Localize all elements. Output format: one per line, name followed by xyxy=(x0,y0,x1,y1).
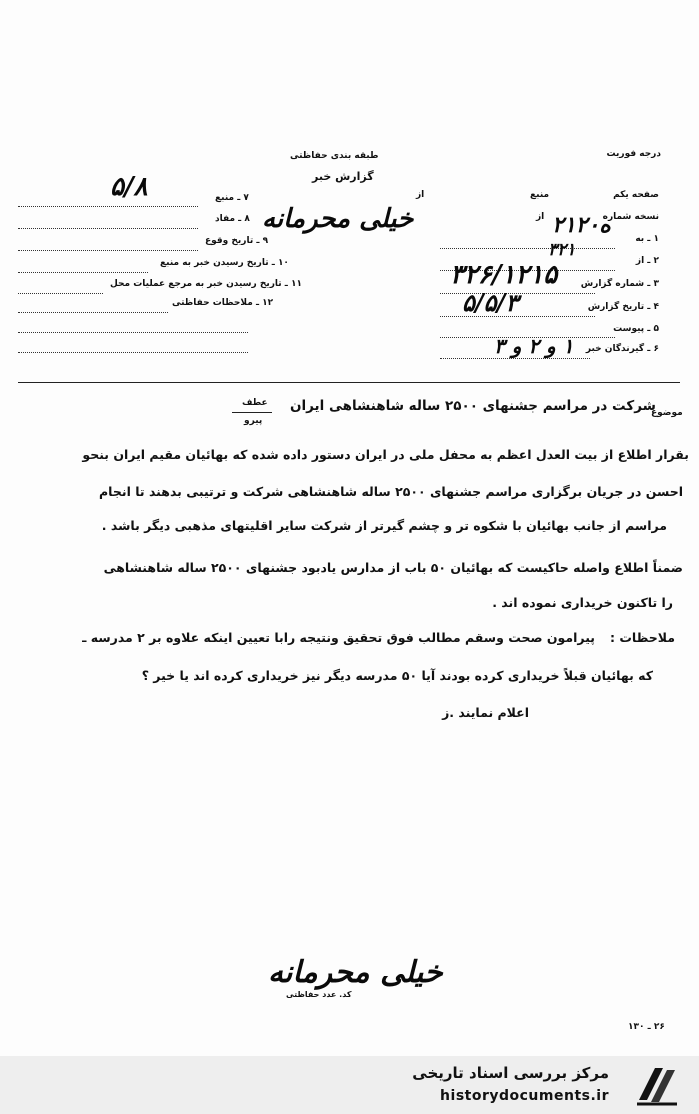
handwritten-to: ۲۱ه۲۰ xyxy=(552,212,611,238)
field-content: ۸ ـ مفاد xyxy=(215,214,250,224)
archive-name: مرکز بررسی اسناد تاریخی xyxy=(412,1064,609,1082)
field-report-date: ۴ ـ تاریخ گزارش xyxy=(587,302,659,312)
field-page: صفحه یکم xyxy=(613,190,659,200)
field-date-to-source: ۱۰ ـ تاریخ رسیدن خبر به منبع xyxy=(160,258,289,268)
field-copy-number: نسخه شماره xyxy=(602,212,659,222)
fill-line xyxy=(440,248,615,249)
field-date-to-local: ۱۱ ـ تاریخ رسیدن خبر به مرجع عملیات محل xyxy=(110,279,302,289)
fill-line xyxy=(18,250,198,251)
body-line-3: مراسم از جانب بهائیان با شکوه تر و چشم گیرتر از شرکت سایر اقلیتهای مذهبی دیگر باشد . xyxy=(101,518,667,533)
fill-line xyxy=(18,293,103,294)
watermark-footer xyxy=(0,1056,699,1114)
field-occurrence-date: ۹ ـ تاریخ وقوع xyxy=(205,236,269,246)
notes-label: ملاحظات : xyxy=(609,630,675,645)
fill-line xyxy=(18,272,148,273)
signature-caption: کد. عدد حفاظتی xyxy=(286,990,352,999)
classification-label: طبقه بندی حفاظتی xyxy=(290,151,379,161)
field-attachment: ۵ ـ پیوست xyxy=(613,324,659,334)
field-recipients: ۶ ـ گیرندگان خبر xyxy=(585,344,659,354)
notes-line-2: که بهائیان قبلاً خریداری کرده بودند آیا ۵۰ مدرسه دیگر نیز خریداری کرده اند یا خیر ؟ xyxy=(141,668,653,683)
report-title: گزارش خبر xyxy=(312,170,374,183)
field-from: ۲ ـ از xyxy=(635,256,659,266)
handwritten-report-number: ۳۲۶/۱۲۱۵ xyxy=(450,260,558,290)
priority-label: درجه فوریت xyxy=(606,149,661,159)
body-line-4: ضمناً اطلاع واصله حاکیست که بهائیان ۵۰ باب از مدارس یادبود جشنهای ۲۵۰۰ ساله شاهنشاهی xyxy=(103,560,683,575)
body-line-2: احسن در جریان برگزاری مراسم جشنهای ۲۵۰۰ ساله شاهنشاهی شرکت و ترتیبی بدهند تا انجام xyxy=(99,484,683,499)
subject-text: شرکت در مراسم جشنهای ۲۵۰۰ ساله شاهنشاهی ایران xyxy=(290,398,656,414)
field-security-notes: ۱۲ ـ ملاحظات حفاظتی xyxy=(172,298,274,308)
label-source: منبع xyxy=(530,190,550,200)
fill-line xyxy=(18,352,248,353)
fill-line xyxy=(18,206,198,207)
notes-line-1: پیرامون صحت وسقم مطالب فوق تحقیق ونتیجه رابا تعیین اینکه علاوه بر ۲ مدرسه ـ xyxy=(82,630,595,645)
handwritten-from: ۳۲۱ xyxy=(548,240,576,260)
label-from: از xyxy=(416,190,425,200)
archive-logo-icon xyxy=(633,1062,681,1108)
notes-line-3: اعلام نمایند .ز xyxy=(442,705,529,720)
subject-ref-label: عطف xyxy=(242,398,268,408)
handwritten-report-date: ۵/۵/۳ xyxy=(462,288,519,317)
subject-follow-label: پیرو xyxy=(244,416,263,426)
handwritten-number-top: ۵/۸ xyxy=(110,172,148,202)
handwritten-classification: خیلی محرمانه xyxy=(262,204,414,234)
document-code: ۲۶ ـ ۱۳۰ xyxy=(628,1022,665,1032)
body-line-1: بقرار اطلاع از بیت العدل اعظم به محفل ملی در ایران دستور داده شده که بهائیان مقیم ایران بنحو xyxy=(82,447,689,462)
field-to: ۱ ـ به xyxy=(635,234,659,244)
signature-stamp: خیلی محرمانه xyxy=(268,955,443,990)
field-report-number: ۳ ـ شماره گزارش xyxy=(580,279,659,289)
archive-website: historydocuments.ir xyxy=(440,1088,609,1104)
label-from-2: از xyxy=(536,212,545,222)
fill-line xyxy=(440,358,590,359)
header-separator xyxy=(18,382,680,383)
subject-label: موضوع xyxy=(651,408,683,418)
handwritten-recipients: ۱ و ۲ و ۳ xyxy=(494,334,574,358)
fill-line xyxy=(18,332,248,333)
body-line-5: را تاکنون خریداری نموده اند . xyxy=(492,595,673,610)
subject-side-rule xyxy=(232,412,272,413)
fill-line xyxy=(18,312,168,313)
field-source: ۷ ـ منبع xyxy=(215,193,249,203)
fill-line xyxy=(18,228,198,229)
